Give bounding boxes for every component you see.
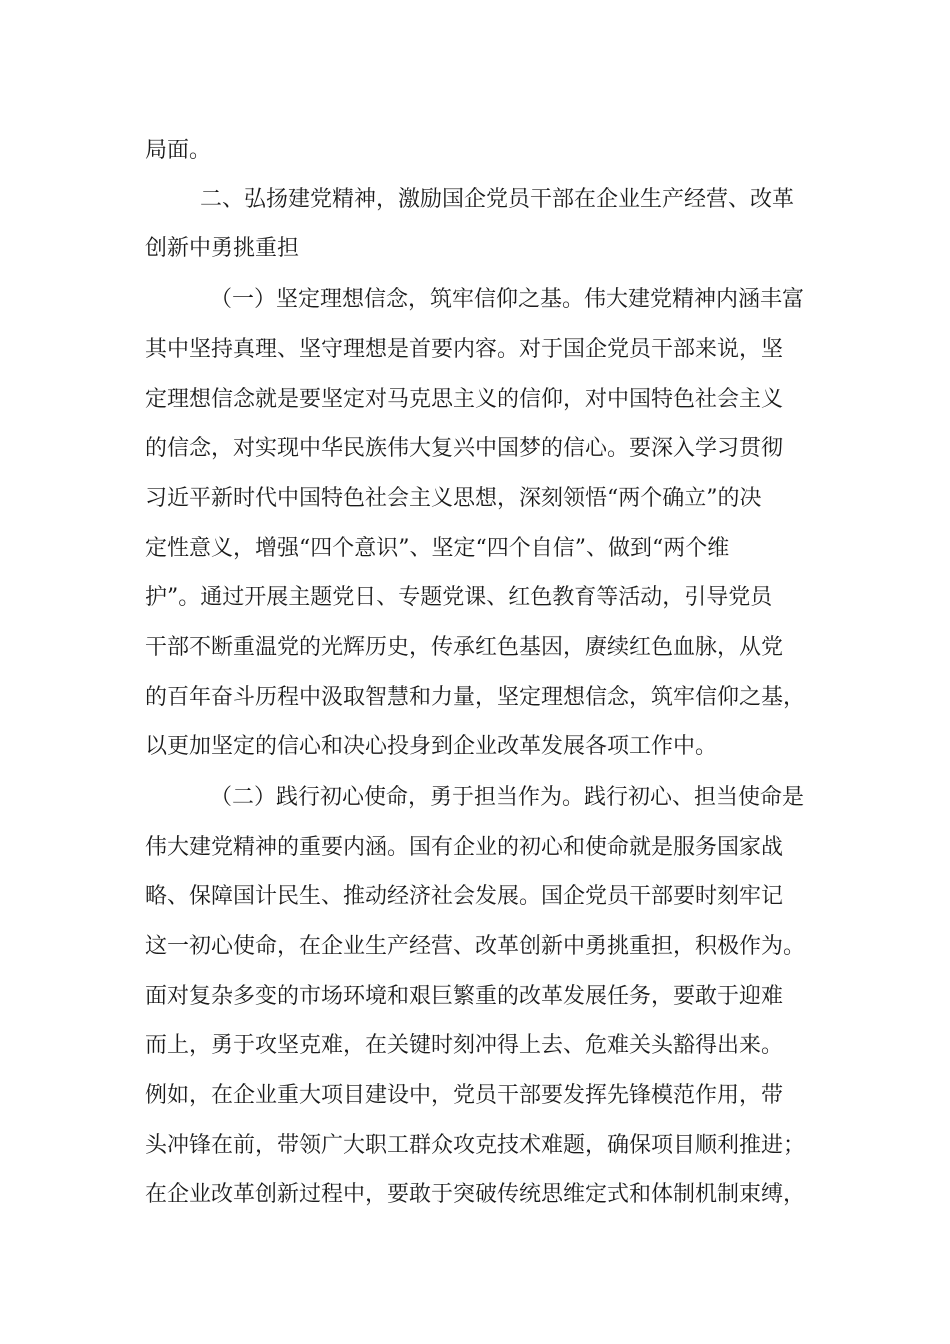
text-line: 例如，在企业重大项目建设中，党员干部要发挥先锋模范作用，带	[145, 1083, 784, 1108]
text-line: 面对复杂多变的市场环境和艰巨繁重的改革发展任务，要敢于迎难	[145, 984, 784, 1009]
text-line: 的信念，对实现中华民族伟大复兴中国梦的信心。要深入学习贯彻	[145, 436, 784, 461]
text-line: 其中坚持真理、坚守理想是首要内容。对于国企党员干部来说，坚	[145, 337, 784, 362]
text-line: 头冲锋在前，带领广大职工群众攻克技术难题，确保项目顺利推进；	[145, 1133, 806, 1158]
text-line: 略、保障国计民生、推动经济社会发展。国企党员干部要时刻牢记	[145, 884, 784, 909]
subsection-heading: （一）坚定理想信念，筑牢信仰之基。伟大建党精神内涵丰富	[210, 287, 805, 312]
text-line: 在企业改革创新过程中，要敢于突破传统思维定式和体制机制束缚，	[145, 1182, 806, 1207]
text-line: 定理想信念就是要坚定对马克思主义的信仰，对中国特色社会主义	[145, 387, 784, 412]
text-line: 这一初心使命，在企业生产经营、改革创新中勇挑重担，积极作为。	[145, 934, 806, 959]
section-heading-continued: 创新中勇挑重担	[145, 236, 300, 261]
text-line: 局面。	[145, 138, 212, 163]
subsection-heading: （二）践行初心使命，勇于担当作为。践行初心、担当使命是	[210, 785, 805, 810]
section-heading: 二、弘扬建党精神，激励国企党员干部在企业生产经营、改革	[200, 187, 795, 212]
text-line: 伟大建党精神的重要内涵。国有企业的初心和使命就是服务国家战	[145, 835, 784, 860]
text-line: 的百年奋斗历程中汲取智慧和力量，坚定理想信念，筑牢信仰之基，	[145, 685, 806, 710]
text-line: 定性意义，增强“四个意识”、坚定“四个自信”、做到“两个维	[145, 536, 730, 561]
text-line: 而上，勇于攻坚克难，在关键时刻冲得上去、危难关头豁得出来。	[145, 1033, 784, 1058]
text-line: 护”。通过开展主题党日、专题党课、红色教育等活动，引导党员	[145, 585, 773, 610]
text-line: 习近平新时代中国特色社会主义思想，深刻领悟“两个确立”的决	[145, 486, 762, 511]
text-line: 干部不断重温党的光辉历史，传承红色基因，赓续红色血脉，从党	[145, 635, 784, 660]
text-line: 以更加坚定的信心和决心投身到企业改革发展各项工作中。	[145, 734, 718, 759]
